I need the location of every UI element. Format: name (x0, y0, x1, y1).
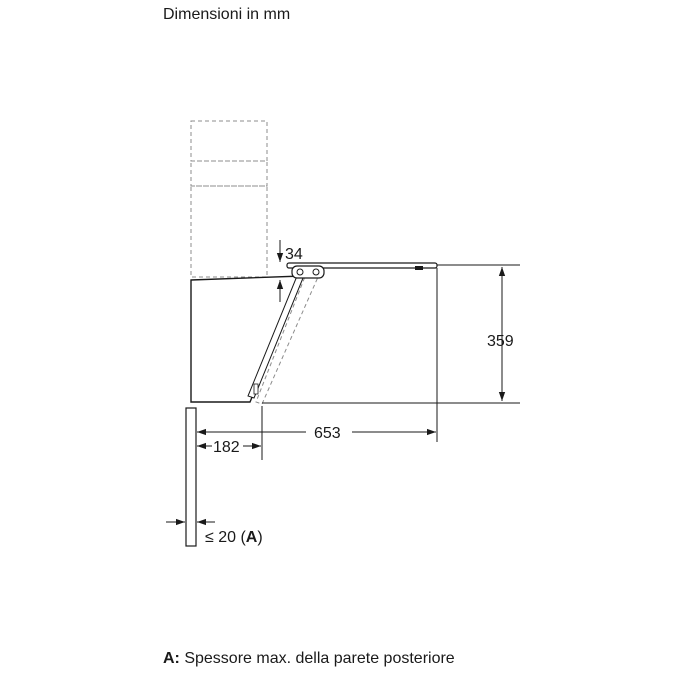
dim-gap-label: 34 (285, 246, 303, 263)
footnote (163, 650, 455, 668)
footnote-text: Spessore max. della parete posteriore (179, 650, 455, 667)
dim-offset-label: 182 (213, 439, 240, 456)
hinge (292, 266, 324, 278)
dim-wall-label: ≤ 20 (A) (205, 529, 263, 546)
hood-body (191, 276, 302, 402)
dim-height (262, 265, 520, 442)
chimney-outline (191, 121, 267, 277)
dim-height-label: 359 (487, 333, 514, 350)
rear-wall (186, 408, 196, 546)
diagram-title: Dimensioni in mm (163, 6, 291, 23)
top-plate-lip (415, 266, 423, 270)
dim-depth-label: 653 (314, 425, 341, 442)
footnote-label: A: (163, 650, 180, 667)
panel-handle (254, 384, 258, 394)
